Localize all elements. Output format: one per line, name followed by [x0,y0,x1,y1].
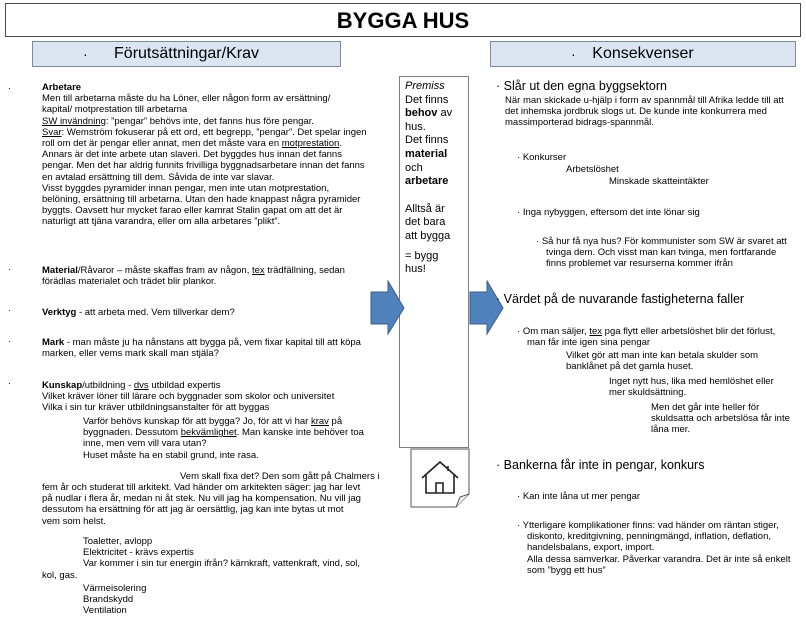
text-span: Varför behövs kunskap för att bygga? Jo, för att vi har [83,416,311,427]
text-span: av [437,107,453,120]
bold-text: arbetare [405,175,449,188]
house-icon [410,448,470,508]
kunskap-detail [83,416,383,461]
text-line: pengar. Men det har aldrig funnits frivilliga byggnadsarbetare innan det fanns [42,160,365,172]
text-line: = bygg [405,249,439,262]
text-line: När man skickade u-hjälp i form av spannmål till Afrika ledde till att [505,95,784,106]
text-span: Ytterligare komplikationer finns: vad händer om räntan stiger, [522,520,779,531]
text-span: : Wemström fokuserar på ett ord, ett begrepp, ”pengar”. Det spelar ingen [61,126,367,138]
text-line: som ”bygg ett hus” [527,564,606,576]
underlined-text: tex [251,265,265,276]
heading-text: Slår ut den egna byggsektorn [503,79,667,93]
premiss-title: Premiss [405,80,445,92]
s2-detail-3 [651,402,801,436]
bullet: · [8,264,11,274]
section-heading [496,292,744,306]
bullet: · [517,520,521,531]
text-line: Värmeisolering [83,583,147,594]
s2-body [517,326,802,348]
header-bullet: · [83,46,88,62]
kunskap-list-2 [83,583,383,617]
text-line: Arbetslöshet [566,164,619,175]
text-line: hus! [405,263,426,276]
text-line: Inget nytt hus, lika med hemlöshet eller [609,376,774,387]
text-line: massimporterad bidrags-spannmål. [505,117,654,129]
section-heading: Arbetare [42,82,82,93]
text-line: Alla dessa samverkar. Påverkar varandra. Det är inte så enkelt [527,553,791,565]
underlined-text: bekvämlighet [180,427,237,439]
text-span: - att arbeta med. Vem tillverkar dem? [76,307,235,318]
bullet: · [8,83,11,93]
bullet: · [8,305,11,315]
section-heading: Material [42,265,78,276]
underlined-text: dvs [133,380,149,391]
premiss-box [399,76,469,448]
underlined-text: tex [589,326,603,337]
text-line [405,107,463,121]
text-line: Ventilation [83,605,127,617]
text-span: roll om det är pengar eller annat, men det måste vara en [42,138,282,150]
text-line: handelsbalans, export, import. [527,542,655,554]
text-line: inne, men vem vill vara utan? [83,438,207,450]
page-title: BYGGA HUS [5,3,801,37]
left-header-text: Förutsättningar/Krav [114,45,259,62]
text-line: Vilket kräver löner till lärare och byggnader som skolor och universitet [42,391,335,403]
arrow-right-icon [469,280,505,336]
header-bullet: · [571,46,576,62]
text-line: belöning, ersättning till arbetarna. Utan den hade knappast några pyramider [42,194,361,206]
text-line: att bygga [405,229,451,242]
text-span: Om man säljer, [522,326,590,337]
bold-text: behov [405,107,438,120]
text-line: kapital/ motprestation till arbetarna [42,104,188,116]
text-span: /Råvaror – måste skaffas fram av någon, [77,265,252,276]
text-span: Så hur få nya hus? För kommunister som SW är svaret att [541,236,787,247]
text-line: marken, eller vems mark skall man stjäla? [42,348,219,360]
underlined-text: motprestation [281,138,340,150]
text-span: . [339,138,342,150]
list-item [517,491,640,502]
text-line: Men det går inte heller för [651,402,760,413]
text-line: låna mer. [651,424,691,436]
kunskap-arkitekt [42,482,382,527]
text-line [42,337,382,348]
heading-text: Bankerna får inte in pengar, konkurs [503,458,705,472]
text-span: Inga nybyggen, eftersom det inte lönar sig [522,207,700,218]
text-line: tvinga dem. Och visst man kan tvinga, men fortfarande [546,247,777,259]
section-heading: Kunskap [42,380,83,391]
text-line: Vilka i sin tur kräver utbildningsanstalter för att byggas [42,402,270,414]
section-heading [496,79,667,93]
left-column-header [32,41,341,67]
arrow-right-icon [370,280,406,336]
text-line: Vem skall fixa det? Den som gått på Chalmers i [180,471,380,482]
text-line: banklånet på det gamla huset. [566,361,694,373]
text-line [42,265,382,276]
list-item [517,520,802,576]
text-line: Brandskydd [83,594,134,606]
text-line: det bara [405,216,446,229]
text-line: naturligt att tjäna varandra, eller om alla arbetares ”plikt”. [42,216,281,228]
text-span: pga flytt eller arbetslöshet blir det förlust, [602,326,776,337]
text-span: byggnaden. Dessutom [83,427,181,439]
text-span: trädfällning, sedan [264,265,345,276]
underlined-text: SW invändning [42,115,106,127]
text-line: en avtalad ersättning till dem. Såvida de inte var slavar. [42,171,275,183]
text-line [42,116,382,127]
text-span: Konkurser [522,152,567,163]
list-item [536,236,802,270]
text-line: Toaletter, avlopp [83,536,153,547]
bullet: · [517,207,521,218]
heading-text: Värdet på de nuvarande fastigheterna faller [503,292,745,306]
bullet: · [496,292,501,306]
section-heading: Verktyg [42,307,77,318]
text-line: på nudlar i flera år, medan ni åt stek. Nu vill jag ha kompensation. Nu vill jag [42,493,361,505]
text-line: Det finns [405,93,449,106]
text-line: förädlas materialet och trädet blir plankor. [42,276,217,288]
text-line: Var kommer i sin tur energin ifrån? kärnkraft, vattenkraft, vind, sol, [83,558,361,570]
list-item [517,207,700,218]
text-line: det inhemska jordbruk slogs ut. De kunde inte konkurrera med [505,106,767,118]
s1-body [505,95,803,129]
text-span: Kan inte låna ut mer pengar [522,491,641,502]
text-line: finns problemet var resurserna kommer ifrån [546,258,733,270]
text-line: fem år och studerat till arkitekt. Vad händer om arkitekten säger: jag har levt [42,482,361,493]
text-line: Vilket gör att man inte kan betala skulder som [566,350,759,361]
bullet: · [8,378,11,388]
text-line: kol, gas. [42,570,78,581]
text-line: Huset måste ha en stabil grund, inte rasa. [83,449,259,461]
text-line: hus. [405,120,426,133]
text-line: diskonto, kreditgivning, penningmängd, inflation, deflation, [527,531,771,543]
text-span: . Man kanske inte behöver toa [236,427,364,439]
text-line: dessutom ha ersättning för att jag är oersättlig, jag kan inte bytas ut mot [42,504,344,516]
text-span: - man måste ju ha nånstans att bygga på, vem fixar kapital till att köpa [64,337,361,348]
text-line [42,138,382,149]
bullet: · [536,236,540,247]
text-line [536,236,802,247]
underlined-text: krav [310,416,329,427]
underlined-text: Svar [42,126,62,138]
text-line [42,380,382,391]
right-column-header [490,41,796,67]
bullet: · [517,326,521,337]
section-verktyg [42,307,382,318]
section-arbetare [42,82,382,228]
section-heading [496,458,704,472]
section-kunskap [42,380,382,414]
text-line [517,326,802,337]
bold-text: material [405,147,448,160]
text-line: mer skuldsättning. [609,387,687,399]
text-line: Elektricitet - krävs expertis [83,547,194,559]
right-header-text: Konsekvenser [592,45,694,62]
bullet: · [496,458,501,472]
text-span: /utbildning - [82,380,134,391]
section-mark [42,337,382,359]
text-line [517,520,802,531]
text-line: Det finns [405,134,449,147]
text-line: skuldsatta och arbetslösa får inte [651,413,790,425]
text-span: : ”pengar” behövs inte, det fanns hus före pengar. [105,115,314,127]
text-line [83,416,383,427]
bullet: · [8,336,11,346]
bullet: · [496,79,501,93]
text-line [83,427,383,438]
text-line [42,127,382,138]
text-span: på [328,416,343,427]
kunskap-list [83,536,383,570]
text-line: Visst byggdes pyramider innan pengar, men inte utan motprestation, [42,182,330,194]
text-line: Men till arbetarna måste du ha Löner, eller någon form av ersättning/ [42,93,331,105]
text-span: utbildad expertis [148,380,221,391]
s2-detail-2 [609,376,799,398]
text-line: man får inte igen sina pengar [527,337,651,349]
section-material [42,265,382,287]
text-line: och [405,161,423,174]
text-line: vem som helst. [42,515,106,527]
s2-detail [566,350,802,372]
bullet: · [517,152,521,163]
text-line: Alltså är [405,202,445,215]
text-line: byggts. Oavsett hur mycket farao eller kamrat Stalin gapat om att det är [42,205,343,217]
section-heading: Mark [42,337,65,348]
text-line: Annars är det inte arbete utan slaveri. Det byggdes hus innan det fanns [42,149,342,161]
text-line: Minskade skatteintäkter [609,176,709,187]
list-item [517,152,566,163]
bullet: · [517,491,521,502]
